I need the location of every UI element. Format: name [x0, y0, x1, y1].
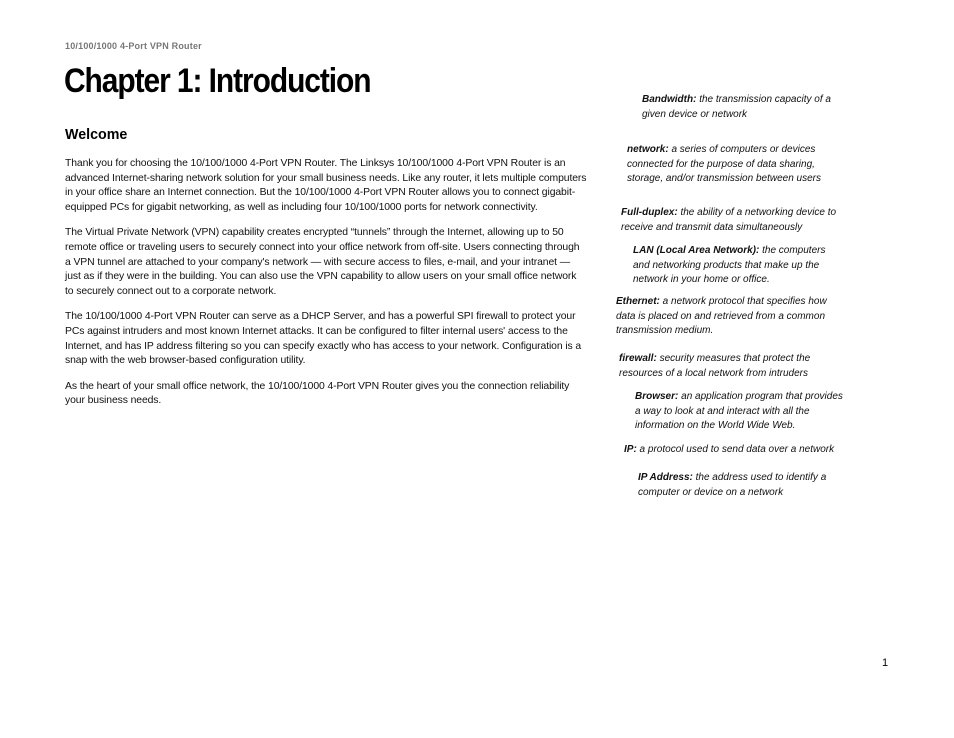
- glossary-term: firewall:: [619, 353, 657, 364]
- glossary-entry-ethernet: [616, 295, 846, 339]
- glossary-definition: a series of computers or devices connected for the purpose of data sharing, storage, and/or transmission between users: [627, 144, 821, 184]
- glossary-definition: security measures that protect the resources of a local network from intruders: [619, 353, 811, 379]
- glossary-term: Bandwidth:: [642, 94, 697, 105]
- glossary-entry-browser: [635, 390, 850, 434]
- glossary-entry-lan: [633, 244, 843, 288]
- glossary-definition: an application program that provides a way to look at and interact with all the information on the World Wide Web.: [635, 391, 843, 431]
- chapter-title: Chapter 1: Introduction: [64, 62, 371, 100]
- glossary-entry-ip-address: [638, 471, 843, 500]
- glossary-term: Ethernet:: [616, 296, 660, 307]
- glossary-definition: the address used to identify a computer or device on a network: [638, 472, 827, 498]
- glossary-term: Browser:: [635, 391, 679, 402]
- page-number: 1: [882, 657, 889, 669]
- glossary-term: Full-duplex:: [621, 207, 678, 218]
- body-paragraph: The 10/100/1000 4-Port VPN Router can serve as a DHCP Server, and has a powerful SPI firewall to protect your PCs against intruders and most known Internet attacks. It can be configured to filter internal users' access to the Internet, and has IP address filtering so you can specify exactly who has access to your network. Configuration is a snap with the web browser-based configuration utility.: [65, 311, 582, 367]
- glossary-term: IP Address:: [638, 472, 693, 483]
- glossary-entry-ip: [624, 443, 864, 458]
- glossary-entry-firewall: [619, 352, 834, 381]
- glossary-definition: the ability of a networking device to receive and transmit data simultaneously: [621, 207, 837, 233]
- glossary-definition: a protocol used to send data over a network: [636, 444, 835, 455]
- glossary-definition: the computers and networking products that make up the network in your home or office.: [633, 245, 826, 285]
- body-paragraph: Thank you for choosing the 10/100/1000 4-Port VPN Router. The Linksys 10/100/1000 4-Port VPN Router is an advanced Internet-sharing network solution for your small business needs. Like any router, it lets multiple computers in your office share an Internet connection. But the 10/100/1000 4-Port VPN Router allows you to connect gigabit-equipped PCs for gigabit networking, as well as including four 10/100/1000 ports for network connectivity.: [65, 158, 587, 213]
- glossary-definition: a network protocol that specifies how data is placed on and retrieved from a common transmission medium.: [616, 296, 827, 336]
- section-heading-welcome: Welcome: [65, 126, 128, 143]
- body-paragraph: The Virtual Private Network (VPN) capability creates encrypted “tunnels” through the Internet, allowing up to 50 remote office or traveling users to securely connect into your office network from off-site. Users connecting through a VPN tunnel are attached to your company's network — with secure access to files, e-mail, and your intranet — just as if they were in the building. You can also use the VPN capability to allow users on your small office network to securely connect out to a corporate network.: [65, 227, 580, 297]
- glossary-term: network:: [627, 144, 669, 155]
- body-paragraph: As the heart of your small office network, the 10/100/1000 4-Port VPN Router gives you the connection reliability your business needs.: [65, 380, 570, 407]
- glossary-term: LAN (Local Area Network):: [633, 245, 760, 256]
- glossary-entry-network: [627, 143, 842, 187]
- running-header: 10/100/1000 4-Port VPN Router: [65, 41, 202, 51]
- glossary-entry-bandwidth: [642, 93, 842, 122]
- glossary-entry-full-duplex: [621, 206, 856, 235]
- glossary-term: IP:: [624, 444, 637, 455]
- glossary-definition: the transmission capacity of a given device or network: [642, 94, 831, 120]
- body-text: [65, 157, 587, 420]
